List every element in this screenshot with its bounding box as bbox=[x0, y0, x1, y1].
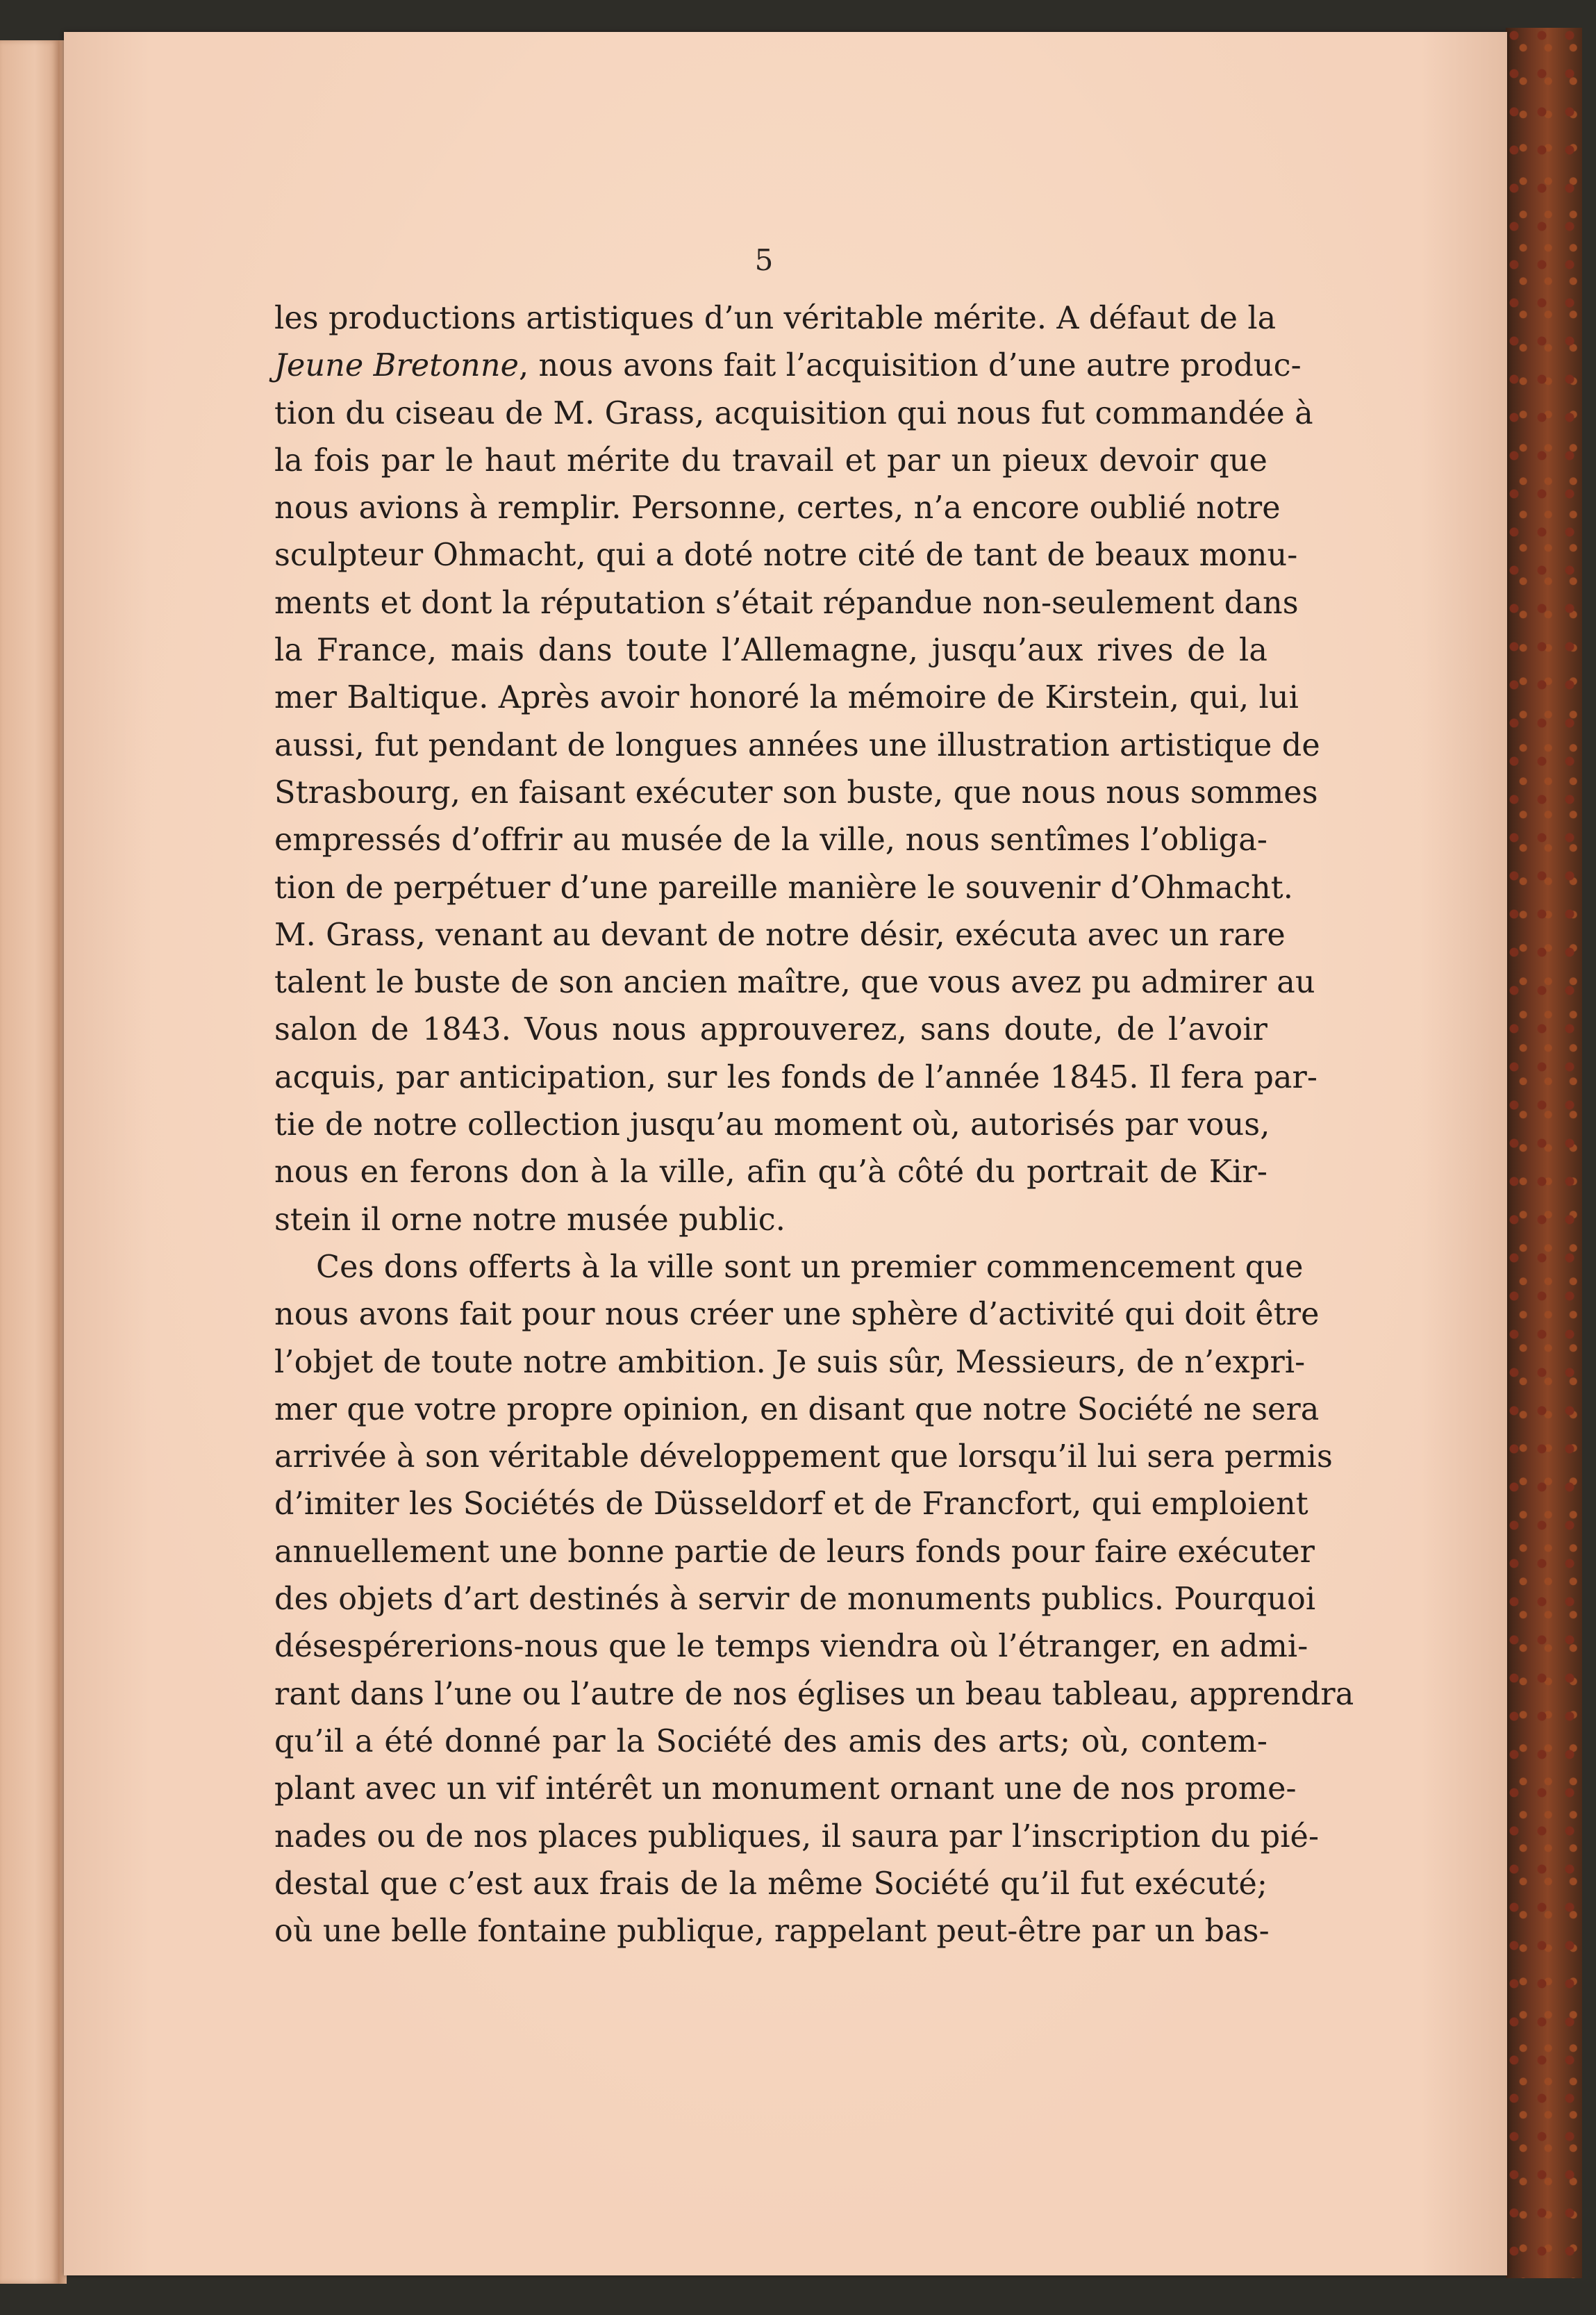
text-line: mer que votre propre opinion, en disant que notre Société ne sera bbox=[274, 1391, 1320, 1427]
text-line: M. Grass, venant au devant de notre désir, exécuta avec un rare bbox=[274, 917, 1286, 953]
text-line: destal que c’est aux frais de la même Société qu’il fut exécuté; bbox=[274, 1866, 1267, 1902]
text-line: rant dans l’une ou l’autre de nos églises un beau tableau, apprendra bbox=[274, 1676, 1354, 1712]
facing-page-edge bbox=[0, 40, 58, 2284]
text-line: sculpteur Ohmacht, qui a doté notre cité de tant de beaux monu- bbox=[274, 538, 1298, 574]
text-line: où une belle fontaine publique, rappelant peut-être par un bas- bbox=[274, 1914, 1270, 1950]
text-line: nous avons fait pour nous créer une sphère d’activité qui doit être bbox=[274, 1297, 1320, 1333]
text-line: plant avec un vif intérêt un monument ornant une de nos prome- bbox=[274, 1771, 1297, 1807]
paragraphs bbox=[274, 295, 1354, 1955]
text-line: Ces dons offerts à la ville sont un premier commencement que bbox=[316, 1249, 1304, 1285]
text-line: salon de 1843. Vous nous approuverez, sans doute, de l’avoir bbox=[274, 1012, 1267, 1048]
text-line: ments et dont la réputation s’était répandue non-seulement dans bbox=[274, 585, 1299, 621]
text-line: la fois par le haut mérite du travail et par un pieux devoir que bbox=[274, 442, 1267, 479]
text-line: la France, mais dans toute l’Allemagne, jusqu’aux rives de la bbox=[274, 633, 1267, 669]
text-line: annuellement une bonne partie de leurs fonds pour faire exécuter bbox=[274, 1534, 1315, 1570]
text-line: aussi, fut pendant de longues années une illustration artistique de bbox=[274, 727, 1320, 763]
text-line: talent le buste de son ancien maître, que vous avez pu admirer au bbox=[274, 965, 1315, 1001]
page-number: 5 bbox=[754, 243, 774, 277]
text-line: tie de notre collection jusqu’au moment où, autorisés par vous, bbox=[274, 1107, 1270, 1143]
paragraph bbox=[274, 1244, 1354, 1955]
italic-title: Jeune Bretonne bbox=[274, 348, 519, 384]
text-line: tion du ciseau de M. Grass, acquisition qui nous fut commandée à bbox=[274, 395, 1313, 431]
text-line: les productions artistiques d’un véritable mérite. A défaut de la bbox=[274, 301, 1277, 336]
text-line: empressés d’offrir au musée de la ville, nous sentîmes l’obliga- bbox=[274, 822, 1267, 858]
text-line: l’objet de toute notre ambition. Je suis sûr, Messieurs, de n’expri- bbox=[274, 1344, 1306, 1380]
paragraph bbox=[274, 295, 1320, 1244]
text-line: acquis, par anticipation, sur les fonds de l’année 1845. Il fera par- bbox=[274, 1059, 1318, 1095]
text-line: arrivée à son véritable développement que lorsqu’il lui sera permis bbox=[274, 1439, 1333, 1475]
text-line: Jeune Bretonne, nous avons fait l’acquisition d’une autre produc- bbox=[274, 348, 1302, 384]
body-text bbox=[274, 295, 1354, 1955]
text-line: des objets d’art destinés à servir de monuments publics. Pourquoi bbox=[274, 1582, 1316, 1618]
text-line: Strasbourg, en faisant exécuter son buste, que nous nous sommes bbox=[274, 774, 1318, 811]
text-line: stein il orne notre musée public. bbox=[274, 1202, 785, 1238]
text-line: tion de perpétuer d’une pareille manière le souvenir d’Ohmacht. bbox=[274, 870, 1294, 906]
text-line: désespérerions-nous que le temps viendra où l’étranger, en admi- bbox=[274, 1629, 1308, 1665]
text-line: mer Baltique. Après avoir honoré la mémoire de Kirstein, qui, lui bbox=[274, 680, 1299, 716]
marbled-cover-edge bbox=[1506, 28, 1582, 2278]
text-line: nous en ferons don à la ville, afin qu’à côté du portrait de Kir- bbox=[274, 1154, 1267, 1190]
text-line: nous avions à remplir. Personne, certes, n’a encore oublié notre bbox=[274, 490, 1281, 526]
text-line: d’imiter les Sociétés de Düsseldorf et de Francfort, qui emploient bbox=[274, 1486, 1308, 1522]
text-line: nades ou de nos places publiques, il saura par l’inscription du pié- bbox=[274, 1818, 1320, 1855]
text-line: qu’il a été donné par la Société des amis des arts; où, contem- bbox=[274, 1723, 1267, 1759]
